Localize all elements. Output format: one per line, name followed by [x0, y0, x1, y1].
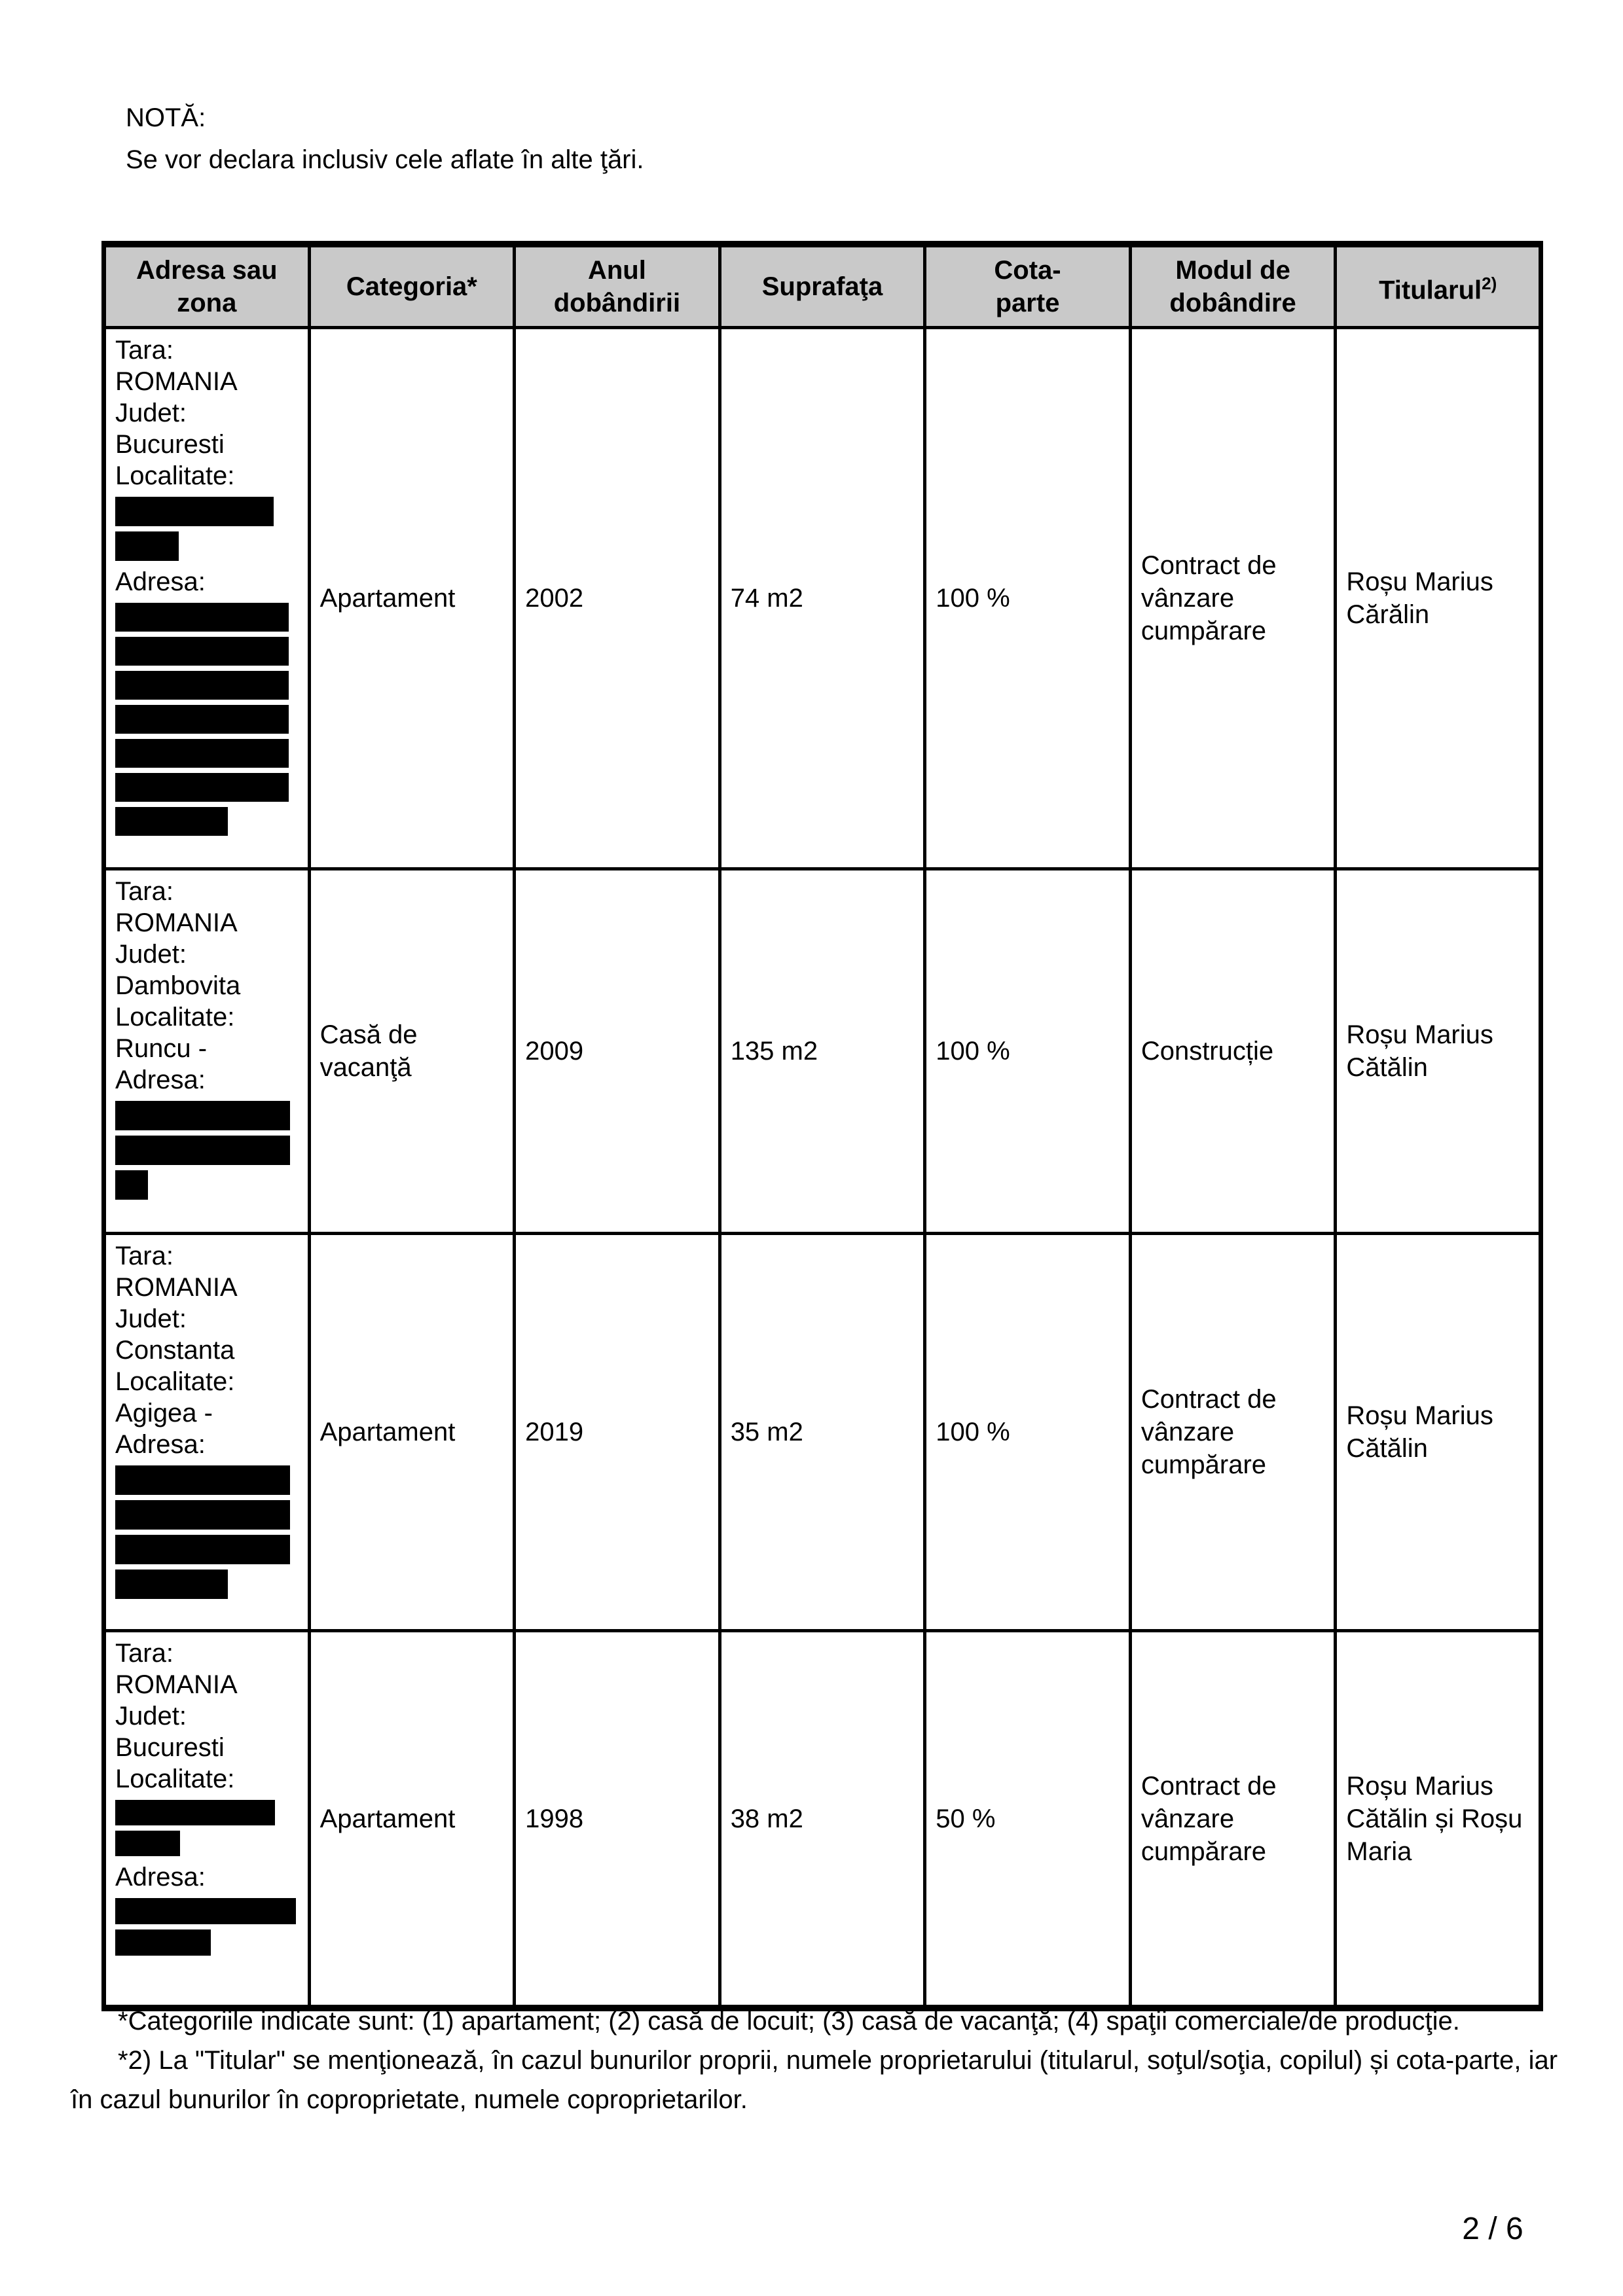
redaction-bar [115, 531, 179, 561]
redaction-bar [115, 603, 289, 632]
redaction-bar [115, 1170, 148, 1200]
redaction-bar [115, 497, 274, 526]
redaction-bar [115, 1136, 290, 1165]
column-header: Adresa sau zona [104, 244, 310, 328]
redaction-bar [115, 1465, 290, 1495]
owner-cell: Roșu Marius Cătălin [1336, 1234, 1541, 1631]
address-line: Tara: [115, 877, 173, 906]
owner-cell: Roșu Marius Cătălin [1336, 869, 1541, 1234]
footnote-categories: *Categoriile indicate sunt: (1) apartament; (2) casă de locuit; (3) casă de vacanţă; (4) spaţii comerciale/de producţie. [118, 2007, 1460, 2036]
address-line: Dambovita [115, 971, 241, 1000]
redaction-bar [115, 705, 289, 734]
redaction-bar [115, 807, 228, 836]
category-cell: Apartament [309, 1631, 515, 2009]
table-row [104, 1234, 1541, 1631]
category-cell: Apartament [309, 1234, 515, 1631]
acquisition-mode-cell: Construcție [1130, 869, 1336, 1234]
note-body: Se vor declara inclusiv cele aflate în alte ţări. [126, 145, 644, 174]
address-line: Judet: [115, 940, 187, 969]
table-header-row [104, 244, 1541, 328]
surface-cell: 35 m2 [720, 1234, 925, 1631]
address-line: Judet: [115, 1702, 187, 1731]
address-line: Runcu - [115, 1034, 208, 1063]
redaction-bar [115, 1898, 296, 1924]
address-line: Agigea - [115, 1399, 213, 1427]
table-row [104, 869, 1541, 1234]
year-cell: 1998 [515, 1631, 720, 2009]
properties-table [101, 241, 1543, 2011]
address-line: Localitate: [115, 1367, 235, 1396]
address-line: Adresa: [115, 567, 206, 596]
share-cell: 50 % [925, 1631, 1131, 2009]
address-cell [104, 328, 310, 869]
address-line: Tara: [115, 336, 173, 365]
redaction-bar [115, 1800, 275, 1825]
address-line: Localitate: [115, 1003, 235, 1031]
table-row [104, 1631, 1541, 2009]
category-cell: Apartament [309, 328, 515, 869]
owner-cell: Roșu Marius Cătălin și Roșu Maria [1336, 1631, 1541, 2009]
redaction-bar [115, 637, 289, 666]
address-line: Localitate: [115, 1765, 235, 1793]
year-cell: 2002 [515, 328, 720, 869]
address-line: Bucuresti [115, 430, 225, 459]
surface-cell: 74 m2 [720, 328, 925, 869]
table-row [104, 328, 1541, 869]
address-line: Constanta [115, 1336, 235, 1365]
surface-cell: 135 m2 [720, 869, 925, 1234]
redaction-bar [115, 1101, 290, 1130]
address-cell [104, 869, 310, 1234]
share-cell: 100 % [925, 869, 1131, 1234]
address-cell [104, 1631, 310, 2009]
surface-cell: 38 m2 [720, 1631, 925, 2009]
address-line: ROMANIA [115, 1670, 238, 1699]
address-line: Tara: [115, 1639, 173, 1668]
page-number: 2 / 6 [1462, 2212, 1523, 2246]
note-block [126, 97, 644, 181]
redaction-bar [115, 671, 289, 700]
column-header: Suprafaţa [720, 244, 925, 328]
year-cell: 2019 [515, 1234, 720, 1631]
redaction-bar [115, 773, 289, 802]
address-line: Localitate: [115, 461, 235, 490]
column-header: Titularul$^{2)}$ [1336, 244, 1541, 328]
category-cell: Casă de vacanţă [309, 869, 515, 1234]
redaction-bar [115, 1570, 228, 1599]
address-line: ROMANIA [115, 367, 238, 396]
column-header: Anul dobândirii [515, 244, 720, 328]
redaction-bar [115, 1535, 290, 1564]
footnotes [71, 2001, 1570, 2119]
acquisition-mode-cell: Contract de vânzare cumpărare [1130, 1234, 1336, 1631]
address-line: Adresa: [115, 1863, 206, 1892]
address-line: Bucuresti [115, 1733, 225, 1762]
column-header: Categoria* [309, 244, 515, 328]
footnote-titular: *2) La "Titular" se menţionează, în cazul bunurilor proprii, numele proprietarului (titularul, soţul/soţia, copilul) și cota-parte, iar în cazul bunurilor în coproprietate, numele coproprietarilor. [71, 2046, 1558, 2114]
redaction-bar [115, 1831, 180, 1856]
table-head [104, 244, 1541, 328]
redaction-bar [115, 739, 289, 768]
address-line: Adresa: [115, 1066, 206, 1094]
address-line: ROMANIA [115, 908, 238, 937]
redaction-bar [115, 1500, 290, 1530]
column-header: Cota- parte [925, 244, 1131, 328]
acquisition-mode-cell: Contract de vânzare cumpărare [1130, 328, 1336, 869]
address-line: Judet: [115, 1304, 187, 1333]
address-line: Adresa: [115, 1430, 206, 1459]
address-line: Tara: [115, 1242, 173, 1270]
acquisition-mode-cell: Contract de vânzare cumpărare [1130, 1631, 1336, 2009]
year-cell: 2009 [515, 869, 720, 1234]
address-cell [104, 1234, 310, 1631]
owner-cell: Roșu Marius Cărălin [1336, 328, 1541, 869]
table-body [104, 328, 1541, 2009]
share-cell: 100 % [925, 328, 1131, 869]
redaction-bar [115, 1929, 211, 1956]
address-line: ROMANIA [115, 1273, 238, 1302]
address-line: Judet: [115, 399, 187, 427]
column-header: Modul de dobândire [1130, 244, 1336, 328]
header-superscript: 2) [1482, 273, 1497, 293]
note-title: NOTĂ: [126, 103, 206, 132]
share-cell: 100 % [925, 1234, 1131, 1631]
